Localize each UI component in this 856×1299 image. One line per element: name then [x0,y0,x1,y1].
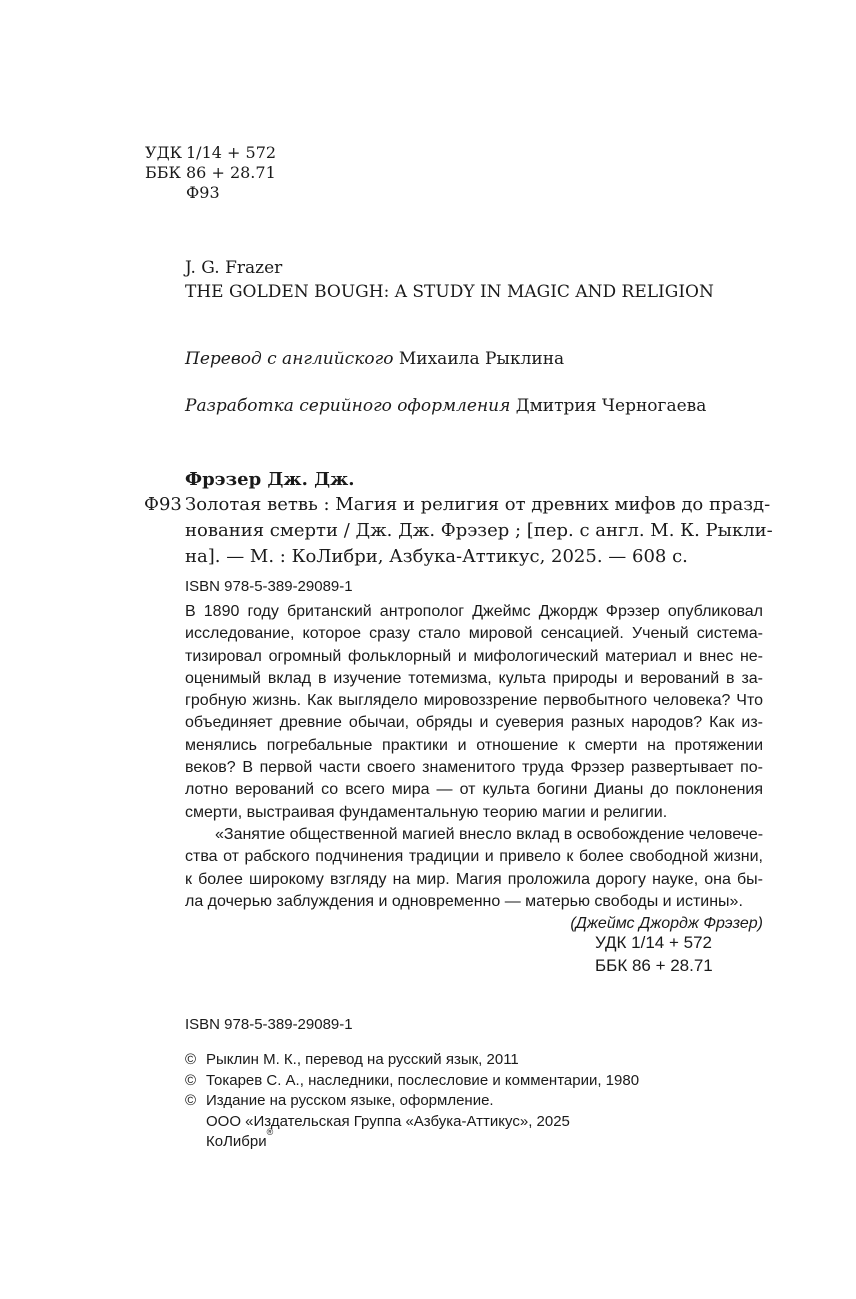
copyright-row [185,1050,639,1071]
original-title-block [185,256,714,304]
author-mark: Ф93 [186,183,220,202]
record-line: Золотая ветвь : Магия и религия от древних мифов до празд- [185,494,771,515]
udk-label: УДК [145,143,182,162]
copyright-icon: © [185,1071,197,1089]
annotation-line: тизировал огромный фольклорный и мифологический материал и внес не- [185,647,763,665]
copyright-row [185,1091,639,1112]
copyright-row [185,1112,639,1133]
quote-line: «Занятие общественной магией внесло вклад в освобождение человече- [215,825,764,843]
copyright-text: Издание на русском языке, оформление. [206,1092,494,1109]
classification-block [145,143,276,203]
quote-line: к более широкому взгляду на мир. Магия проложила дорогу науке, она бы- [185,870,763,888]
annotation-line: смерти, выстраивая фундаментальную теорию магии и религии. [185,803,668,821]
record-line: на]. — М. : КоЛибри, Азбука-Аттикус, 2025. — 608 с. [185,546,688,567]
translation-label: Перевод с английского [185,349,394,369]
original-author: J. G. Frazer [185,258,283,278]
copyright-text: Токарев С. А., наследники, послесловие и комментарии, 1980 [206,1071,640,1089]
annotation-line: исследование, которое сразу стало мировой сенсацией. Ученый система- [185,625,763,643]
record-description [185,492,773,570]
quote-line: ла дочерью заблуждения и одновременно — матерью свободы и истины». [185,892,743,910]
quote-line: ства от рабского подчинения традиции и привело к более свободной жизни, [185,848,763,866]
translation-credit [185,347,564,371]
bbk-value: 86 + 28.71 [186,163,276,182]
record-code: Ф93 [144,494,182,515]
copyright-text: Рыклин М. К., перевод на русский язык, 2011 [206,1051,519,1068]
design-label: Разработка серийного оформления [185,396,511,416]
annotation-line: В 1890 году британский антрополог Джеймс Джордж Фрэзер опубликовал [185,603,763,620]
original-title: THE GOLDEN BOUGH: A STUDY IN MAGIC AND RELIGION [185,282,714,302]
udk-row [145,143,276,163]
bbk-label: ББК [145,163,181,182]
isbn-bottom: ISBN 978-5-389-29089-1 [185,1016,353,1033]
translator-name: Михаила Рыклина [398,349,565,369]
annotation-line: оценимый вклад в изучение тотемизма, культа природы и верований в за- [185,669,763,687]
copyright-row [185,1127,639,1153]
annotation-line: менялись погребальные практики и отношение к смерти на протяжении [185,736,763,754]
copyright-icon: © [185,1051,197,1068]
copyright-text: КоЛибри [206,1133,267,1150]
index-codes [595,931,760,977]
record-author: Фрэзер Дж. Дж. [185,469,355,490]
copyright-row [185,1071,639,1092]
index-bbk: ББК 86 + 28.71 [595,956,713,975]
annotation-line: объединяет древние обычаи, обряды и суеверия разных народов? Как из- [185,714,763,732]
registered-icon: ® [266,1127,274,1137]
annotation-line: лотно верований со всего мира — от культа богини Дианы до поклонения [185,781,763,799]
author-mark-row [145,183,276,203]
bbk-row [145,163,276,183]
annotation-line: веков? В первой части своего знаменитого труда Фрэзер развертывает по- [185,759,763,777]
designer-name: Дмитрия Черногаева [515,396,707,416]
record-line: нования смерти / Дж. Дж. Фрэзер ; [пер. с англ. М. К. Рыкли- [185,520,773,541]
record-isbn: ISBN 978-5-389-29089-1 [185,578,353,595]
quote-attribution: (Джеймс Джордж Фрэзер) [570,915,763,933]
udk-value: 1/14 + 572 [186,143,277,162]
annotation [185,601,763,935]
copyright-block [185,1050,639,1153]
copyright-text: ООО «Издательская Группа «Азбука-Аттикус», 2025 [206,1112,570,1130]
design-credit [185,394,706,418]
index-udk: УДК 1/14 + 572 [595,933,712,952]
copyright-icon: © [185,1092,197,1109]
annotation-line: гробную жизнь. Как выглядело мировоззрение первобытного человека? Что [185,692,763,710]
